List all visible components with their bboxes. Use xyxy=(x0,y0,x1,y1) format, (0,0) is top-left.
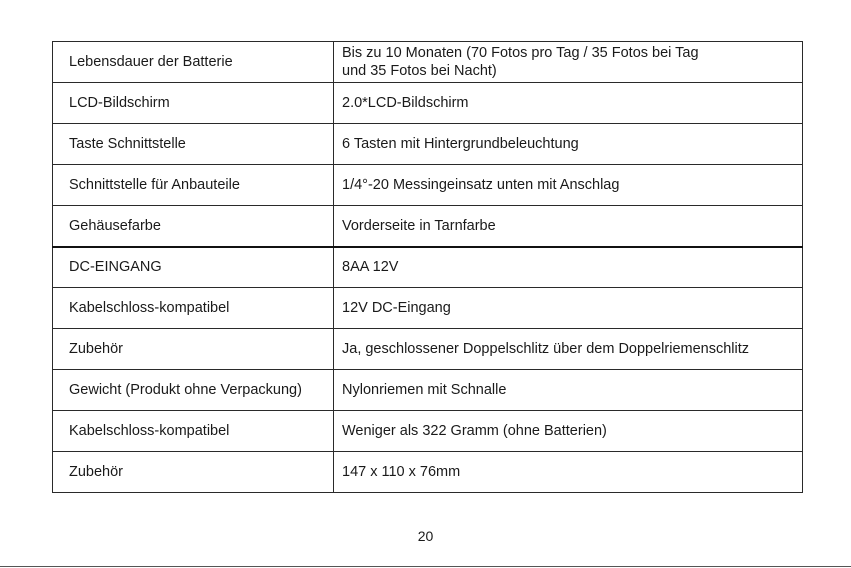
table-row xyxy=(53,206,803,247)
specifications-table xyxy=(52,41,803,493)
spec-label: Lebensdauer der Batterie xyxy=(53,42,334,83)
table-row xyxy=(53,83,803,124)
spec-label: Gehäusefarbe xyxy=(53,206,334,247)
spec-value: Nylonriemen mit Schnalle xyxy=(334,370,803,411)
spec-label: Zubehör xyxy=(53,329,334,370)
spec-value-text: Bis zu 10 Monaten (70 Fotos pro Tag / 35 Fotos bei Tag und 35 Fotos bei Nacht) xyxy=(342,45,699,79)
spec-label: Schnittstelle für Anbauteile xyxy=(53,165,334,206)
page-divider xyxy=(0,566,851,567)
spec-value: Vorderseite in Tarnfarbe xyxy=(334,206,803,247)
spec-label: LCD-Bildschirm xyxy=(53,83,334,124)
spec-label: Kabelschloss-kompatibel xyxy=(53,288,334,329)
spec-value: 8AA 12V xyxy=(334,247,803,288)
spec-label: DC-EINGANG xyxy=(53,247,334,288)
table-row xyxy=(53,370,803,411)
table-row xyxy=(53,288,803,329)
table-row xyxy=(53,42,803,83)
spec-label: Gewicht (Produkt ohne Verpackung) xyxy=(53,370,334,411)
spec-value: 147 x 110 x 76mm xyxy=(334,452,803,493)
table-row xyxy=(53,329,803,370)
spec-value: 1/4°-20 Messingeinsatz unten mit Anschlag xyxy=(334,165,803,206)
table-row xyxy=(53,124,803,165)
spec-value: Ja, geschlossener Doppelschlitz über dem Doppelriemenschlitz xyxy=(334,329,803,370)
page-number: 20 xyxy=(417,528,434,544)
spec-value xyxy=(334,42,803,83)
spec-value: Weniger als 322 Gramm (ohne Batterien) xyxy=(334,411,803,452)
table-row xyxy=(53,452,803,493)
table-row xyxy=(53,411,803,452)
spec-label: Taste Schnittstelle xyxy=(53,124,334,165)
spec-value: 6 Tasten mit Hintergrundbeleuchtung xyxy=(334,124,803,165)
spec-value: 2.0*LCD-Bildschirm xyxy=(334,83,803,124)
table-row xyxy=(53,165,803,206)
spec-label: Kabelschloss-kompatibel xyxy=(53,411,334,452)
spec-label: Zubehör xyxy=(53,452,334,493)
spec-value: 12V DC-Eingang xyxy=(334,288,803,329)
table-row xyxy=(53,247,803,288)
